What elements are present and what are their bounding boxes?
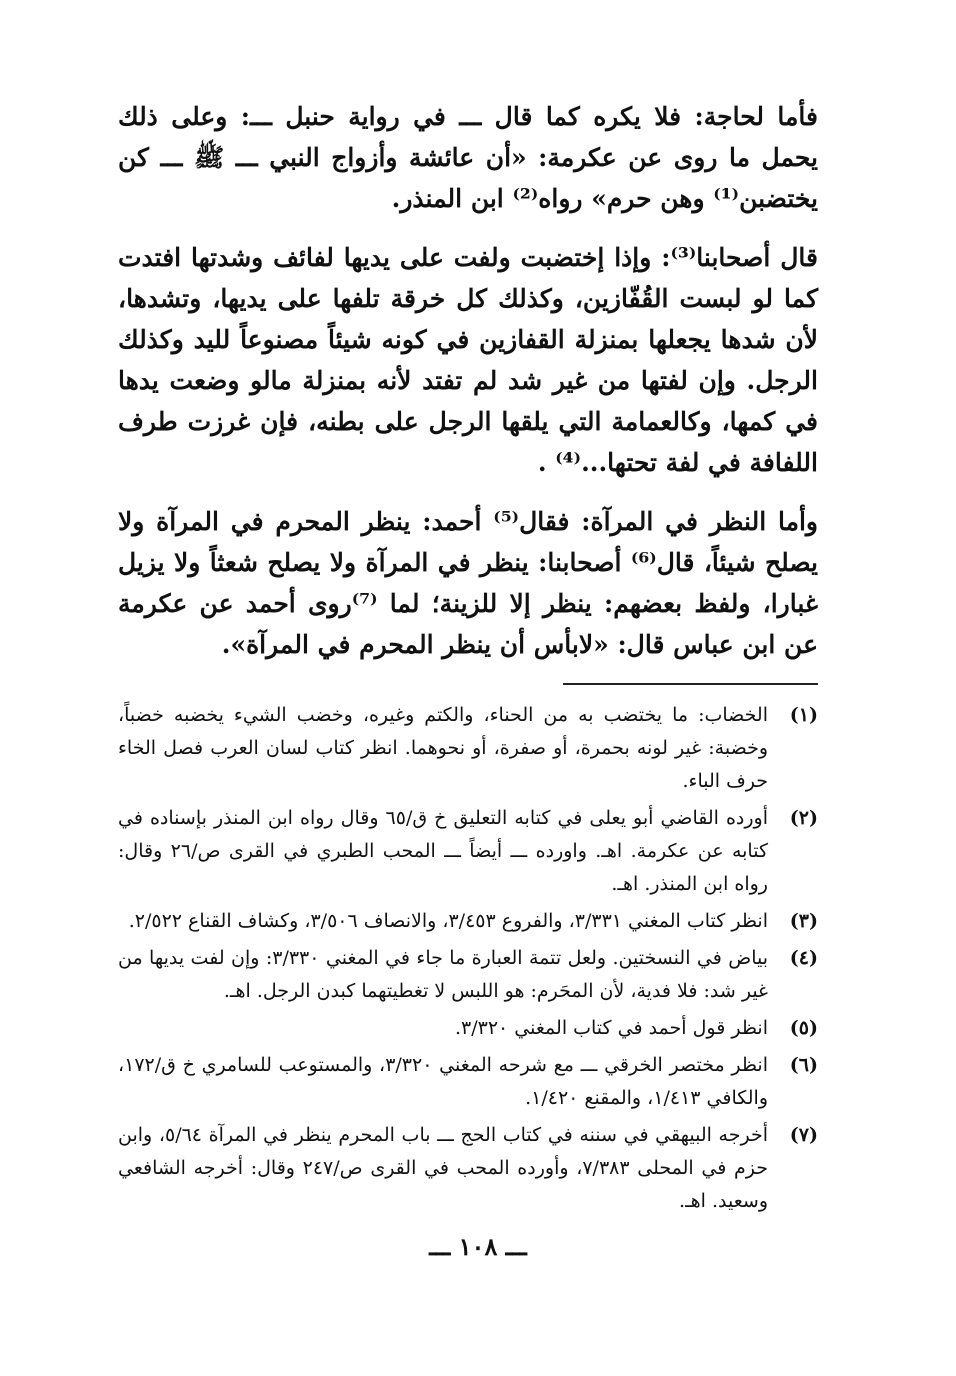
- footnote-text: الخضاب: ما يختضب به من الحناء، والكتم وغيره، وخضب الشيء يخضبه خضباً، وخضبة: غير لونه بحمرة، أو صفرة، أو نحوهما. انظر كتاب لسان العرب فصل الخاء حرف الباء.: [118, 704, 768, 792]
- footnote: [118, 699, 818, 798]
- paragraph-wrapping-hands: قال أصحابنا⁽³⁾: وإذا إختضبت ولفت على يديها لفائف وشدتها افتدت كما لو لبست القُفّازين، وكذلك كل خرقة تلفها على يديها، وتشدها، لأن شدها يجعلها بمنزلة القفازين في كونه شيئاً مصنوعاً لليد وكذلك الرجل. وإن لفتها من غير شد لم تفتد لأنه بمنزلة مالو وضعت يدها في كمها، وكالعمامة التي يلقها الرجل على بطنه، فإن غرزت طرف اللفافة في لفة تحتها...⁽⁴⁾ .: [118, 243, 818, 477]
- footnote-text: انظر قول أحمد في كتاب المغني ٣/٣٢٠.: [454, 1017, 768, 1039]
- footnote: [118, 802, 818, 901]
- footnote-text: أورده القاضي أبو يعلى في كتابه التعليق خ ق/٦٥ وقال رواه ابن المنذر بإسناده في كتابه عن عكرمة. اهـ. واورده ـــ أيضاً ـــ المحب الطبري في القرى ص/٢٦ وقال: رواه ابن المنذر. اهـ.: [118, 807, 768, 895]
- footnote: [118, 1049, 818, 1115]
- footnote-text: انظر كتاب المغني ٣/٣٣١، والفروع ٣/٤٥٣، والانصاف ٣/٥٠٦، وكشاف القناع ٢/٥٢٢.: [128, 910, 768, 932]
- footnote-number: (٤): [789, 947, 818, 969]
- footnote-number: (١): [789, 704, 818, 726]
- footnote-number: (٧): [789, 1124, 818, 1146]
- footnote-number: (٢): [789, 807, 818, 829]
- paragraph-mirror: وأما النظر في المرآة: فقال⁽⁵⁾ أحمد: ينظر المحرم في المرآة ولا يصلح شيئاً، قال⁽⁶⁾ أصحابنا: ينظر في المرآة ولا يصلح شعثاً ولا يزيل غبارا، ولفظ بعضهم: ينظر إلا للزينة؛ لما ⁽⁷⁾روى أحمد عن عكرمة عن ابن عباس قال: «لابأس أن ينظر المحرم في المرآة».: [118, 507, 819, 659]
- footnote: [118, 1119, 818, 1218]
- page-number: ـــ ١٠٨ ـــ: [429, 1232, 527, 1261]
- footnote-separator: [563, 683, 818, 685]
- paragraph-henna-need: فأما لحاجة: فلا يكره كما قال ـــ في رواية حنبل ـــ: وعلى ذلك يحمل ما روى عن عكرمة: «أن عائشة وأزواج النبي ـــ ﷺ ـــ كن يختضبن⁽¹⁾ وهن حرم» رواه⁽²⁾ ابن المنذر.: [118, 102, 818, 213]
- footnotes: [118, 699, 818, 1218]
- footnote-number: (٥): [789, 1017, 818, 1039]
- footnote-text: بياض في النسختين. ولعل تتمة العبارة ما جاء في المغني ٣/٣٣٠: وإن لفت يديها من غير شد: فلا فدية، لأن المحَرم: هو اللبس لا تغطيتهما كبدن الرجل. اهـ.: [118, 947, 768, 1002]
- footnote: [118, 942, 818, 1008]
- footnote: [118, 1012, 818, 1045]
- page-body: [118, 96, 818, 1222]
- footnote-text: أخرجه البيهقي في سننه في كتاب الحج ـــ باب المحرم ينظر في المرآة ٥/٦٤، وابن حزم في المحلى ٧/٣٨٣، وأورده المحب في القرى ص/٢٤٧ وقال: أخرجه الشافعي وسعيد. اهـ.: [118, 1124, 768, 1212]
- footnote-number: (٣): [789, 910, 818, 932]
- footnote-number: (٦): [789, 1054, 818, 1076]
- footnote: [118, 905, 818, 938]
- footnote-text: انظر مختصر الخرقي ـــ مع شرحه المغني ٣/٣٢٠، والمستوعب للسامري خ ق/١٧٢، والكافي ١/٤١٣، والمقنع ١/٤٢٠.: [118, 1054, 768, 1109]
